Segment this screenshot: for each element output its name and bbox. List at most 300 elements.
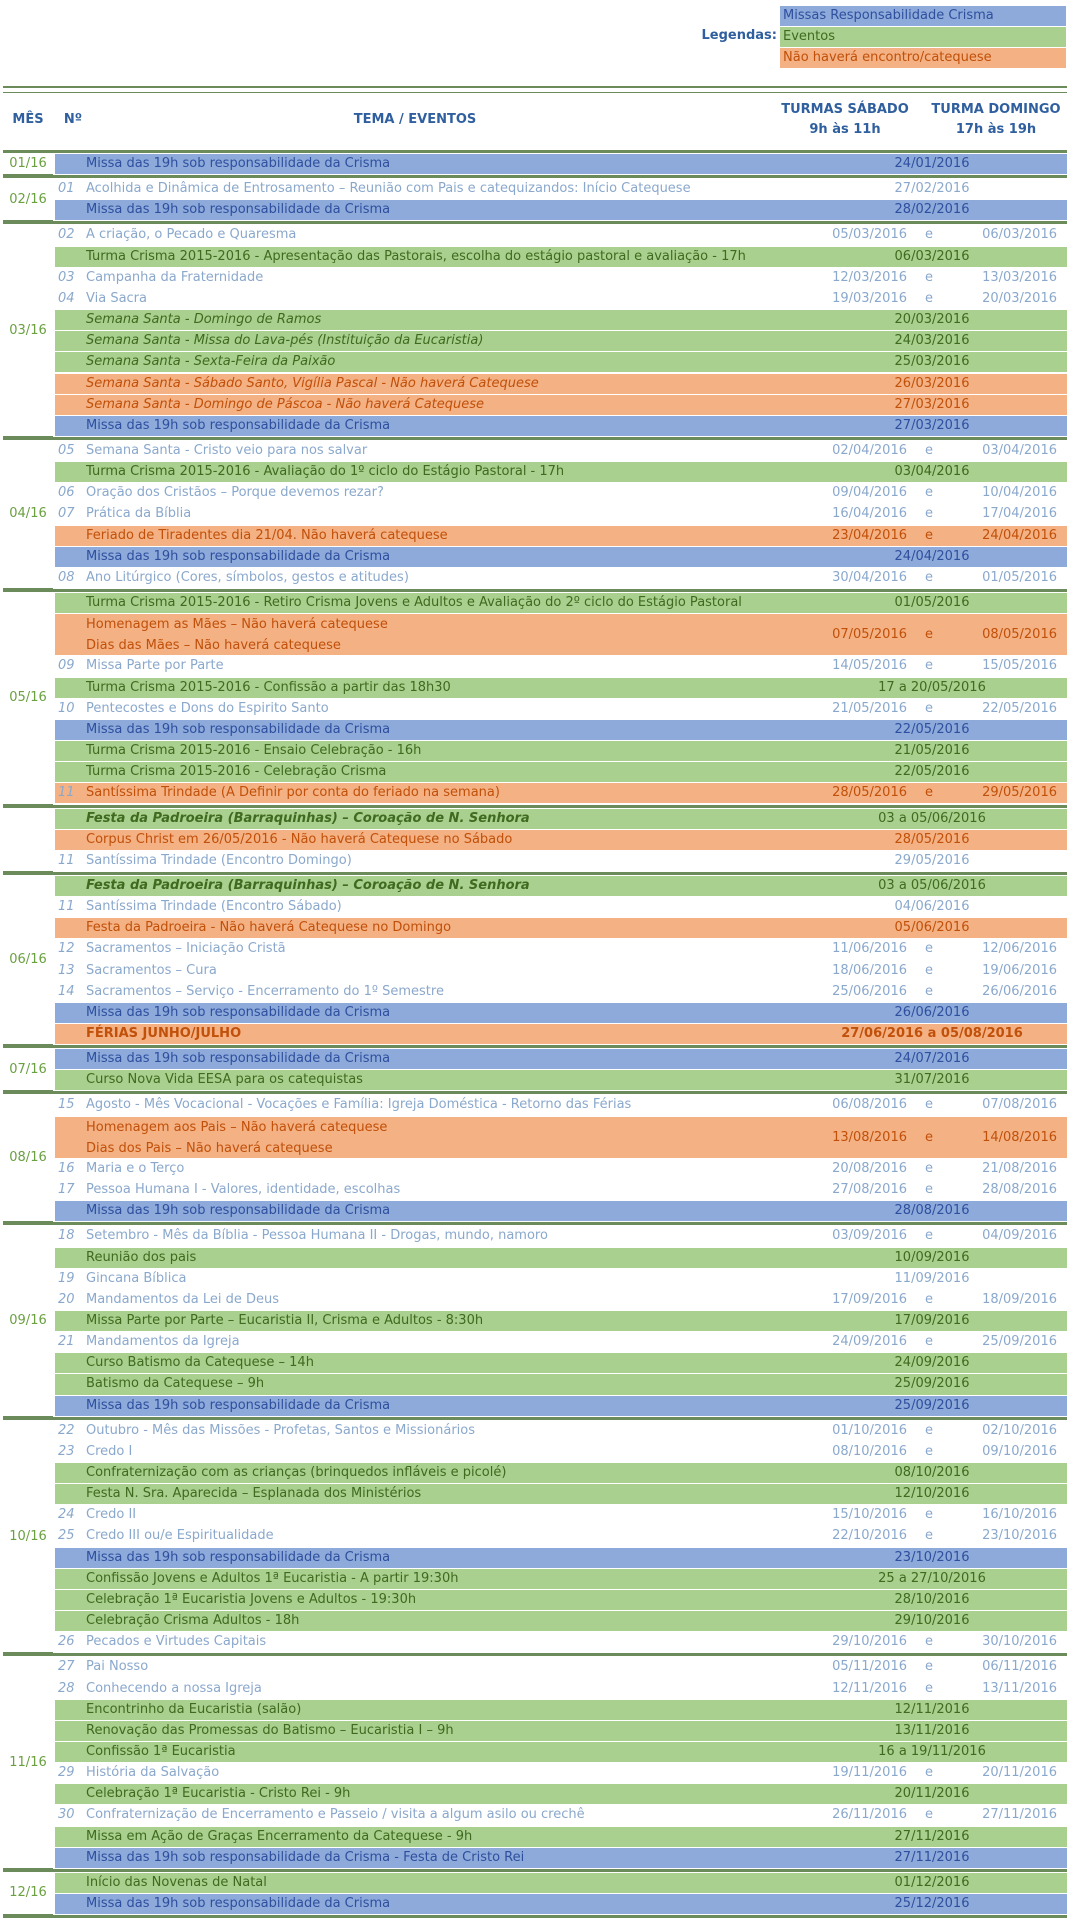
row-theme: Credo II (86, 1507, 137, 1523)
row-date-sunday: 17/04/2016 (982, 506, 1057, 522)
row-number: 02 (58, 227, 75, 243)
row-date-connector: e (925, 1334, 933, 1350)
row-date: 28/05/2016 (894, 831, 970, 847)
row-date-connector: e (925, 1422, 933, 1438)
row-theme: Batismo da Catequese – 9h (86, 1376, 265, 1392)
row-number: 23 (58, 1443, 75, 1459)
row-theme: Missa das 19h sob responsabilidade da Crisma (86, 202, 391, 218)
row-theme: História da Salvação (86, 1765, 220, 1781)
table-row (55, 1484, 1067, 1505)
row-date: 25/09/2016 (894, 1397, 970, 1413)
month-separator (3, 805, 1067, 808)
month-label: 11/16 (3, 1653, 53, 1869)
row-number: 12 (58, 941, 75, 957)
row-date-connector: e (925, 569, 933, 585)
row-number: 25 (58, 1528, 75, 1544)
row-theme: Turma Crisma 2015-2016 - Celebração Crisma (86, 764, 387, 780)
table-row (55, 1248, 1067, 1269)
row-theme: Semana Santa - Domingo de Páscoa - Não haverá Catequese (86, 396, 485, 412)
row-date-saturday: 27/08/2016 (832, 1182, 907, 1198)
row-date-connector: e (925, 1160, 933, 1176)
row-date-saturday: 05/03/2016 (832, 227, 907, 243)
row-theme: Missa das 19h sob responsabilidade da Crisma (86, 1203, 391, 1219)
row-theme: Semana Santa - Domingo de Ramos (86, 312, 322, 328)
table-row (55, 699, 1067, 720)
row-date: 27/11/2016 (894, 1849, 970, 1865)
row-number: 20 (58, 1291, 75, 1307)
row-number: 28 (58, 1680, 75, 1696)
month-separator (3, 1417, 1067, 1420)
row-theme: Confraternização de Encerramento e Passeio / visita a algum asilo ou crechê (86, 1807, 585, 1823)
table-row (55, 741, 1067, 762)
row-date: 26/06/2016 (894, 1004, 970, 1020)
row-date-connector: e (925, 290, 933, 306)
table-row (55, 1290, 1067, 1311)
table-row (55, 247, 1067, 268)
month-separator (3, 1091, 1067, 1094)
row-date: 31/07/2016 (894, 1072, 970, 1088)
table-row (55, 982, 1067, 1003)
row-date-connector: e (925, 1182, 933, 1198)
table-row (55, 547, 1067, 568)
row-theme: Sacramentos – Iniciação Cristã (86, 941, 286, 957)
row-date: 27/11/2016 (894, 1828, 970, 1844)
row-date-sunday: 23/10/2016 (982, 1528, 1057, 1544)
row-date-sunday: 03/04/2016 (982, 442, 1057, 458)
table-row (55, 483, 1067, 504)
table-row (55, 200, 1067, 221)
table-row (55, 1657, 1067, 1678)
row-date: 06/03/2016 (894, 248, 970, 264)
row-number: 16 (58, 1160, 75, 1176)
table-row (55, 1421, 1067, 1442)
row-date: 03 a 05/06/2016 (878, 810, 986, 826)
table-row (55, 1548, 1067, 1569)
row-theme: Santíssima Trindade (A Definir por conta do feriado na semana) (86, 785, 500, 801)
row-theme: Missa das 19h sob responsabilidade da Crisma (86, 1397, 391, 1413)
row-date: 24/07/2016 (894, 1051, 970, 1067)
table-row (55, 720, 1067, 741)
row-date-saturday: 29/10/2016 (832, 1634, 907, 1650)
row-date-connector: e (925, 1443, 933, 1459)
row-date: 27/02/2016 (894, 181, 970, 197)
row-number: 30 (58, 1807, 75, 1823)
table-row (55, 1590, 1067, 1611)
row-theme: Missa das 19h sob responsabilidade da Crisma (86, 548, 391, 564)
row-theme: Prática da Bíblia (86, 506, 192, 522)
row-theme: Credo III ou/e Espiritualidade (86, 1528, 274, 1544)
row-theme: Credo I (86, 1443, 133, 1459)
table-row (55, 1611, 1067, 1632)
row-date-saturday: 15/10/2016 (832, 1507, 907, 1523)
row-theme: Homenagem as Mães – Não haverá catequese (86, 617, 388, 633)
row-date: 26/03/2016 (894, 375, 970, 391)
row-theme: Santíssima Trindade (Encontro Sábado) (86, 899, 342, 915)
row-date: 12/10/2016 (894, 1486, 970, 1502)
row-date-saturday: 23/04/2016 (832, 527, 907, 543)
table-row (55, 504, 1067, 525)
row-date: 24/09/2016 (894, 1355, 970, 1371)
table-row (55, 1805, 1067, 1826)
row-theme: Gincana Bíblica (86, 1270, 187, 1286)
row-number: 26 (58, 1634, 75, 1650)
row-theme: Agosto - Mês Vocacional - Vocações e Família: Igreja Doméstica - Retorno das Férias (86, 1097, 632, 1113)
row-date-sunday: 26/06/2016 (982, 983, 1057, 999)
row-date: 24/01/2016 (894, 156, 970, 171)
row-date-saturday: 06/08/2016 (832, 1097, 907, 1113)
row-theme: Santíssima Trindade (Encontro Domingo) (86, 852, 352, 868)
legend-item-sem-catequese: Não haverá encontro/catequese (780, 48, 1066, 68)
row-date-connector: e (925, 658, 933, 674)
row-date-connector: e (925, 1765, 933, 1781)
row-number: 11 (58, 899, 75, 915)
row-number: 09 (58, 658, 75, 674)
row-theme: Via Sacra (86, 290, 147, 306)
row-date-sunday: 06/11/2016 (982, 1659, 1057, 1675)
row-date: 25 a 27/10/2016 (878, 1570, 986, 1586)
row-date: 28/08/2016 (894, 1203, 970, 1219)
row-theme: Turma Crisma 2015-2016 - Apresentação das Pastorais, escolha do estágio pastoral e avaliação - 17h (86, 248, 746, 264)
row-theme: Pessoa Humana I - Valores, identidade, escolhas (86, 1182, 401, 1198)
table-row (55, 762, 1067, 783)
row-date-connector: e (925, 485, 933, 501)
row-theme: Corpus Christ em 26/05/2016 - Não haverá Catequese no Sábado (86, 831, 513, 847)
row-theme: Reunião dos pais (86, 1249, 197, 1265)
legend-item-crisma: Missas Responsabilidade Crisma (780, 6, 1066, 26)
row-number: 29 (58, 1765, 75, 1781)
month-label: 09/16 (3, 1222, 53, 1416)
legend-item-eventos: Eventos (780, 27, 1066, 47)
month-separator (3, 437, 1067, 440)
row-date-connector: e (925, 785, 933, 801)
row-theme: Semana Santa - Missa do Lava-pés (Instituição da Eucaristia) (86, 333, 484, 349)
row-date-sunday: 09/10/2016 (982, 1443, 1057, 1459)
row-date-saturday: 22/10/2016 (832, 1528, 907, 1544)
row-number: 22 (58, 1422, 75, 1438)
table-row (55, 939, 1067, 960)
row-number: 13 (58, 962, 75, 978)
row-theme: Missa das 19h sob responsabilidade da Crisma (86, 721, 391, 737)
row-theme: Início das Novenas de Natal (86, 1874, 267, 1890)
row-theme: Acolhida e Dinâmica de Entrosamento – Reunião com Pais e catequizandos: Início Catequese (86, 181, 691, 197)
row-date-sunday: 24/04/2016 (982, 527, 1057, 543)
row-date: 28/10/2016 (894, 1591, 970, 1607)
month-separator (3, 1222, 1067, 1225)
row-date-sunday: 01/05/2016 (982, 569, 1057, 585)
row-date-saturday: 20/08/2016 (832, 1160, 907, 1176)
row-theme: Missa em Ação de Graças Encerramento da Catequese - 9h (86, 1828, 473, 1844)
row-date-connector: e (925, 700, 933, 716)
row-theme: Missa Parte por Parte – Eucaristia II, Crisma e Adultos - 8:30h (86, 1312, 484, 1328)
row-date-saturday: 24/09/2016 (832, 1334, 907, 1350)
row-date-saturday: 08/10/2016 (832, 1443, 907, 1459)
month-label (3, 805, 53, 872)
row-number: 14 (58, 983, 75, 999)
row-number: 17 (58, 1182, 75, 1198)
row-date-connector: e (925, 983, 933, 999)
row-date: 21/05/2016 (894, 743, 970, 759)
row-theme: Missa das 19h sob responsabilidade da Crisma (86, 156, 391, 171)
row-theme: Confissão 1ª Eucaristia (86, 1743, 236, 1759)
table-row (55, 876, 1067, 897)
row-number: 06 (58, 485, 75, 501)
table-row (55, 1721, 1067, 1742)
row-date-sunday: 29/05/2016 (982, 785, 1057, 801)
row-theme: Maria e o Terço (86, 1160, 185, 1176)
row-date-saturday: 01/10/2016 (832, 1422, 907, 1438)
row-date-saturday: 17/09/2016 (832, 1291, 907, 1307)
row-date-connector: e (925, 527, 933, 543)
table-row (55, 1070, 1067, 1091)
row-date-saturday: 28/05/2016 (832, 785, 907, 801)
row-date: 04/06/2016 (894, 899, 970, 915)
table-row (55, 1396, 1067, 1417)
row-theme: Curso Batismo da Catequese – 14h (86, 1355, 314, 1371)
row-date: 17 a 20/05/2016 (878, 679, 986, 695)
row-theme: Setembro - Mês da Bíblia - Pessoa Humana II - Drogas, mundo, namoro (86, 1228, 548, 1244)
table-row (55, 1269, 1067, 1290)
table-row (55, 1569, 1067, 1590)
row-date-connector: e (925, 1528, 933, 1544)
table-row (55, 289, 1067, 310)
row-date-saturday: 18/06/2016 (832, 962, 907, 978)
row-date-saturday: 07/05/2016 (832, 627, 907, 643)
table-row (55, 851, 1067, 872)
row-theme: Mandamentos da Igreja (86, 1334, 240, 1350)
row-date: 03 a 05/06/2016 (878, 877, 986, 893)
table-row (55, 1632, 1067, 1653)
row-date: 27/06/2016 a 05/08/2016 (841, 1026, 1023, 1041)
row-date: 12/11/2016 (894, 1701, 970, 1717)
table-row (55, 809, 1067, 830)
row-date: 01/12/2016 (894, 1874, 970, 1890)
table-row (55, 568, 1067, 589)
table-row (55, 1742, 1067, 1763)
row-date: 22/05/2016 (894, 764, 970, 780)
row-date: 25/09/2016 (894, 1376, 970, 1392)
row-date-saturday: 25/06/2016 (832, 983, 907, 999)
row-date: 08/10/2016 (894, 1465, 970, 1480)
table-row (55, 462, 1067, 483)
row-theme: Turma Crisma 2015-2016 - Avaliação do 1º ciclo do Estágio Pastoral - 17h (86, 464, 565, 480)
row-date-sunday: 25/09/2016 (982, 1334, 1057, 1350)
month-label: 12/16 (3, 1869, 53, 1915)
row-date-sunday: 16/10/2016 (982, 1507, 1057, 1523)
row-theme: Campanha da Fraternidade (86, 269, 264, 285)
row-date-connector: e (925, 227, 933, 243)
row-date-saturday: 12/11/2016 (832, 1680, 907, 1696)
table-row (55, 1679, 1067, 1700)
table-row (55, 783, 1067, 804)
row-theme: Pecados e Virtudes Capitais (86, 1634, 267, 1650)
row-theme: Semana Santa - Sexta-Feira da Paixão (86, 354, 336, 370)
table-row (55, 656, 1067, 677)
row-date-sunday: 21/08/2016 (982, 1160, 1057, 1176)
row-date-sunday: 06/03/2016 (982, 227, 1057, 243)
table-row (55, 1201, 1067, 1222)
month-separator (3, 175, 1067, 178)
table-row (55, 614, 1067, 656)
table-row (55, 1894, 1067, 1915)
month-separator (3, 872, 1067, 875)
table-row (55, 154, 1067, 175)
month-label: 06/16 (3, 872, 53, 1045)
table-row (55, 1526, 1067, 1547)
month-separator (3, 1869, 1067, 1872)
table-row (55, 1024, 1067, 1045)
table-row (55, 1873, 1067, 1894)
month-label: 04/16 (3, 437, 53, 589)
row-date: 24/03/2016 (894, 333, 970, 349)
table-row (55, 1374, 1067, 1395)
row-theme: Renovação das Promessas do Batismo – Eucaristia I – 9h (86, 1722, 454, 1738)
row-date: 28/02/2016 (894, 202, 970, 218)
row-date-saturday: 13/08/2016 (832, 1129, 907, 1145)
row-theme: Feriado de Tiradentes dia 21/04. Não haverá catequese (86, 527, 448, 543)
row-theme: Festa N. Sra. Aparecida – Esplanada dos Ministérios (86, 1486, 422, 1502)
row-theme: Confissão Jovens e Adultos 1ª Eucaristia - A partir 19:30h (86, 1570, 459, 1586)
row-theme: Pai Nosso (86, 1659, 149, 1675)
row-theme: Missa das 19h sob responsabilidade da Crisma - Festa de Cristo Rei (86, 1849, 525, 1865)
month-label: 08/16 (3, 1091, 53, 1222)
row-number: 03 (58, 269, 75, 285)
month-separator (3, 589, 1067, 592)
month-separator (3, 1045, 1067, 1048)
row-theme: Missa das 19h sob responsabilidade da Crisma (86, 1004, 391, 1020)
row-date-sunday: 22/05/2016 (982, 700, 1057, 716)
row-date-connector: e (925, 627, 933, 643)
header-sun-line2: 17h às 19h (955, 122, 1037, 137)
header-sat-line2: 9h às 11h (809, 122, 881, 137)
row-date-sunday: 07/08/2016 (982, 1097, 1057, 1113)
row-number: 08 (58, 569, 75, 585)
row-date-sunday: 12/06/2016 (982, 941, 1057, 957)
table-row (55, 1159, 1067, 1180)
row-theme: Ano Litúrgico (Cores, símbolos, gestos e atitudes) (86, 569, 409, 585)
row-date-connector: e (925, 1097, 933, 1113)
table-row (55, 395, 1067, 416)
row-date-connector: e (925, 962, 933, 978)
row-date-saturday: 03/09/2016 (832, 1228, 907, 1244)
row-date-connector: e (925, 941, 933, 957)
row-theme: Semana Santa - Cristo veio para nos salvar (86, 442, 368, 458)
table-row (55, 1442, 1067, 1463)
row-number: 27 (58, 1659, 75, 1675)
row-date-sunday: 13/03/2016 (982, 269, 1057, 285)
row-date: 20/11/2016 (894, 1786, 970, 1802)
row-theme: Turma Crisma 2015-2016 - Ensaio Celebração - 16h (86, 743, 422, 759)
row-theme: Celebração Crisma Adultos - 18h (86, 1613, 300, 1629)
row-number: 11 (58, 785, 75, 801)
row-date: 27/03/2016 (894, 396, 970, 412)
row-theme: Missa das 19h sob responsabilidade da Crisma (86, 417, 391, 433)
row-theme-line2: Dias das Mães – Não haverá catequese (86, 638, 341, 654)
table-row (55, 593, 1067, 614)
row-number: 18 (58, 1228, 75, 1244)
row-date-connector: e (925, 1291, 933, 1307)
row-date-saturday: 11/06/2016 (832, 941, 907, 957)
row-theme: Sacramentos – Serviço - Encerramento do 1º Semestre (86, 983, 444, 999)
header-theme: TEMA / EVENTOS (353, 112, 477, 127)
row-date-connector: e (925, 1634, 933, 1650)
row-date-saturday: 19/11/2016 (832, 1765, 907, 1781)
month-label: 01/16 (3, 150, 53, 175)
row-theme-line2: Dias dos Pais – Não haverá catequese (86, 1140, 333, 1156)
table-row (55, 678, 1067, 699)
row-date: 10/09/2016 (894, 1249, 970, 1265)
row-date-connector: e (925, 1680, 933, 1696)
row-theme: A criação, o Pecado e Quaresma (86, 227, 297, 243)
row-date-connector: e (925, 1659, 933, 1675)
row-number: 07 (58, 506, 75, 522)
month-label: 05/16 (3, 589, 53, 805)
row-theme: Festa da Padroeira - Não haverá Catequese no Domingo (86, 920, 452, 936)
row-date-saturday: 21/05/2016 (832, 700, 907, 716)
row-number: 15 (58, 1097, 75, 1113)
row-date-sunday: 14/08/2016 (982, 1129, 1057, 1145)
row-theme: Oração dos Cristãos – Porque devemos rezar? (86, 485, 384, 501)
row-number: 10 (58, 700, 75, 716)
row-number: 11 (58, 852, 75, 868)
month-separator (3, 150, 1067, 153)
row-date-sunday: 27/11/2016 (982, 1807, 1057, 1823)
row-date-sunday: 04/09/2016 (982, 1228, 1057, 1244)
table-row (55, 374, 1067, 395)
table-row (55, 310, 1067, 331)
legend-label: Legendas: (701, 28, 777, 43)
row-theme: Confraternização com as crianças (brinquedos infláveis e picolé) (86, 1465, 507, 1480)
row-theme: Celebração 1ª Eucaristia - Cristo Rei - 9h (86, 1786, 351, 1802)
table-row (55, 1095, 1067, 1116)
row-theme: Encontrinho da Eucaristia (salão) (86, 1701, 302, 1717)
row-date: 25/12/2016 (894, 1896, 970, 1911)
table-row (55, 268, 1067, 289)
row-theme: Missa das 19h sob responsabilidade da Crisma (86, 1051, 391, 1067)
row-theme: Festa da Padroeira (Barraquinhas) – Coroação de N. Senhora (86, 810, 530, 826)
table-row (55, 1763, 1067, 1784)
month-label: 10/16 (3, 1417, 53, 1654)
row-theme: Turma Crisma 2015-2016 - Retiro Crisma Jovens e Adultos e Avaliação do 2º ciclo do Estágio Pastoral (86, 595, 742, 610)
row-theme: Celebração 1ª Eucaristia Jovens e Adultos - 19:30h (86, 1591, 417, 1607)
table-row (55, 897, 1067, 918)
month-separator (3, 1653, 1067, 1656)
row-date: 17/09/2016 (894, 1312, 970, 1328)
row-date-sunday: 08/05/2016 (982, 627, 1057, 643)
row-date-sunday: 28/08/2016 (982, 1182, 1057, 1198)
table-row (55, 1180, 1067, 1201)
row-date-sunday: 02/10/2016 (982, 1422, 1057, 1438)
row-theme: Pentecostes e Dons do Espirito Santo (86, 700, 329, 716)
row-date-saturday: 02/04/2016 (832, 442, 907, 458)
table-row (55, 918, 1067, 939)
row-date-saturday: 16/04/2016 (832, 506, 907, 522)
header-num: Nº (63, 112, 83, 127)
header-sat-line1: TURMAS SÁBADO (781, 102, 909, 117)
row-date-connector: e (925, 1228, 933, 1244)
row-theme: Conhecendo a nossa Igreja (86, 1680, 262, 1696)
table-row (55, 1505, 1067, 1526)
table-row (55, 225, 1067, 246)
row-date-saturday: 12/03/2016 (832, 269, 907, 285)
month-label: 03/16 (3, 221, 53, 437)
row-theme: Mandamentos da Lei de Deus (86, 1291, 280, 1307)
row-theme: Missa das 19h sob responsabilidade da Crisma (86, 1896, 391, 1911)
row-number: 01 (58, 181, 75, 197)
table-row (55, 1003, 1067, 1024)
row-theme: Missa das 19h sob responsabilidade da Crisma (86, 1549, 391, 1565)
table-row (55, 1353, 1067, 1374)
table-row (55, 1049, 1067, 1070)
